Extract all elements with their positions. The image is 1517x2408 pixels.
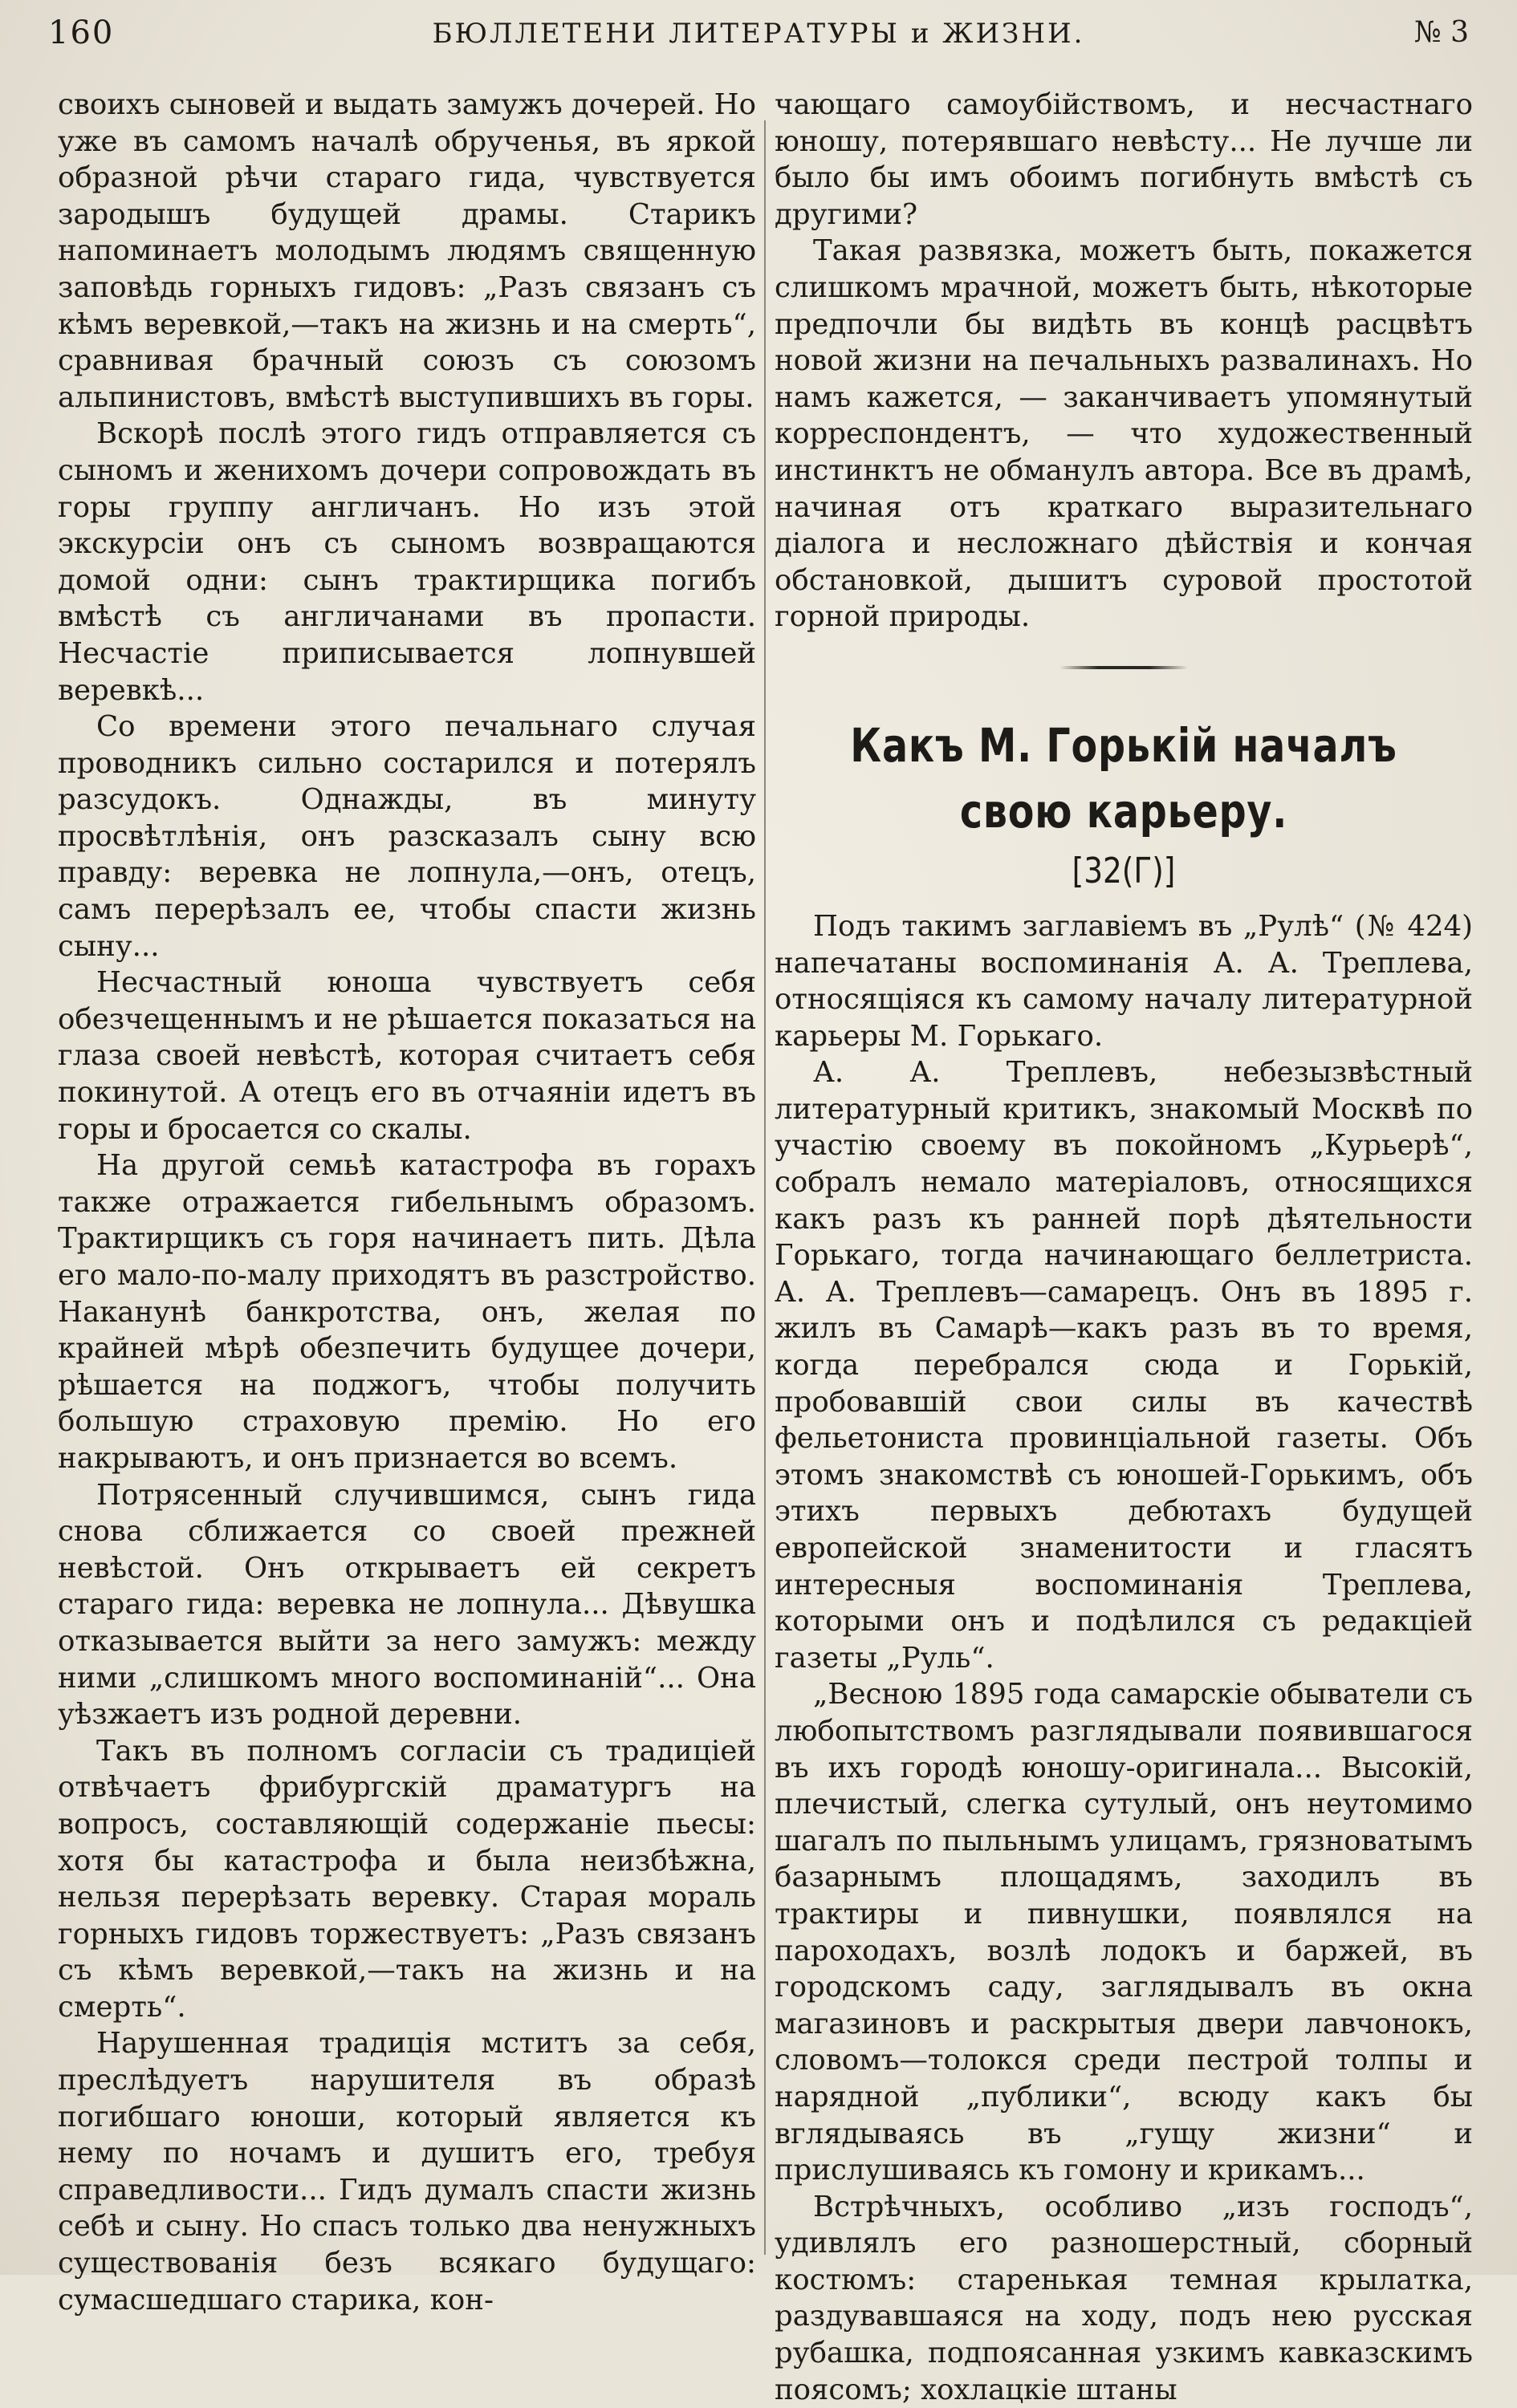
- article-paragraph: „Весною 1895 года самарскіе обыватели съ любопытствомъ разглядывали появившагося въ ихъ городѣ юношу-оригинала... Высокій, плечистый, слегка сутулый, онъ неутомимо шагалъ по пыльнымъ улицамъ, грязноватымъ базарнымъ площадямъ, заходилъ въ трактиры и пивнушки, появлялся на пароходахъ, возлѣ лодокъ и баржей, въ городскомъ саду, заглядывалъ въ окна магазиновъ и раскрытыя двери лавчонокъ, словомъ—толокся среди пестрой толпы и нарядной „публики“, всюду какъ бы вглядываясь въ „гущу жизни“ и прислушиваясь къ гомону и крикамъ...: [775, 1678, 1473, 2187]
- article-paragraph: Встрѣчныхъ, особливо „изъ господъ“, удивлялъ его разношерстный, сборный костюмъ: старенькая темная крылатка, раздувавшаяся на ходу, подъ нею русская рубашка, подпоясанная узкимъ кавказскимъ поясомъ; хохлацкіе штаны: [775, 2190, 1473, 2406]
- running-title: БЮЛЛЕТЕНИ ЛИТЕРАТУРЫ и ЖИЗНИ.: [432, 18, 1085, 50]
- article-title: Какъ М. Горькій началъ свою карьеру.: [850, 717, 1397, 839]
- article-paragraph: Подъ такимъ заглавіемъ въ „Рулѣ“ (№ 424) напечатаны воспоминанія А. А. Треплева, относящіяся къ самому началу литературной карьеры М. Горькаго.: [775, 909, 1473, 1053]
- paragraph: Такъ въ полномъ согласіи съ традиціей отвѣчаетъ фрибургскій драматургъ на вопросъ, составляющій содержаніе пьесы: хотя бы катастрофа и была неизбѣжна, нельзя перерѣзать веревку. Старая мораль горныхъ гидовъ торжествуетъ: „Разъ связанъ съ кѣмъ веревкой,—такъ на жизнь и на смерть“.: [58, 1734, 756, 2024]
- page-number: 160: [48, 14, 115, 51]
- left-column: [58, 87, 756, 2318]
- section-divider: [1059, 666, 1188, 669]
- paragraph: Нарушенная традиція мститъ за себя, преслѣдуетъ нарушителя въ образѣ погибшаго юноши, который является къ нему по ночамъ и душитъ его, требуя справедливости... Гидъ думалъ спасти жизнь себѣ и сыну. Но спасъ только два ненужныхъ существованія безъ всякаго будущаго: сумасшедшаго старика, кон-: [58, 2027, 756, 2317]
- paragraph: чающаго самоубійствомъ, и несчастнаго юношу, потерявшаго невѣсту... Не лучше ли было бы имъ обоимъ погибнуть вмѣстѣ съ другими?: [775, 88, 1473, 231]
- paragraph: Со времени этого печальнаго случая проводникъ сильно состарился и потерялъ разсудокъ. Однажды, въ минуту просвѣтлѣнія, онъ разсказалъ сыну всю правду: веревка не лопнула,—онъ, отецъ, самъ перерѣзалъ ее, чтобы спасти жизнь сыну...: [58, 710, 756, 963]
- right-column: [775, 87, 1473, 2408]
- paragraph: Такая развязка, можетъ быть, покажется слишкомъ мрачной, можетъ быть, нѣкоторые предпочли бы видѣть въ концѣ расцвѣтъ новой жизни на печальныхъ развалинахъ. Но намъ кажется, — заканчиваетъ упомянутый корреспондентъ, — что художественный инстинктъ не обманулъ автора. Все въ драмѣ, начиная отъ краткаго выразительнаго діалога и несложнаго дѣйствія и кончая обстановкой, дышитъ суровой простотой горной природы.: [775, 234, 1473, 634]
- page-header: [48, 8, 1469, 56]
- paragraph: На другой семьѣ катастрофа въ горахъ также отражается гибельнымъ образомъ. Трактирщикъ съ горя начинаетъ пить. Дѣла его мало-по-малу приходятъ въ разстройство. Наканунѣ банкротства, онъ, желая по крайней мѣрѣ обезпечить будущее дочери, рѣшается на поджогъ, чтобы получить большую страховую премію. Но его накрываютъ, и онъ признается во всемъ.: [58, 1149, 756, 1475]
- paragraph: Потрясенный случившимся, сынъ гида снова сближается со своей прежней невѣстой. Онъ открываетъ ей секретъ стараго гида: веревка не лопнула... Дѣвушка отказывается выйти за него замужъ: между ними „слишкомъ много воспоминаній“... Она уѣзжаетъ изъ родной деревни.: [58, 1478, 756, 1732]
- article-code: [32(Г)]: [1072, 850, 1176, 891]
- issue-number: № 3: [1413, 16, 1469, 49]
- paragraph: своихъ сыновей и выдать замужъ дочерей. Но уже въ самомъ началѣ обрученья, въ яркой образной рѣчи стараго гида, чувствуется зародышъ будущей драмы. Старикъ напоминаетъ молодымъ людямъ священную заповѣдь горныхъ гидовъ: „Разъ связанъ съ кѣмъ веревкой,—такъ на жизнь и на смерть“, сравнивая брачный союзъ съ союзомъ альпинистовъ, вмѣстѣ выступившихъ въ горы.: [58, 88, 756, 414]
- paragraph: Вскорѣ послѣ этого гидъ отправляется съ сыномъ и женихомъ дочери сопровождать въ горы группу англичанъ. Но изъ этой экскурсіи онъ съ сыномъ возвращаются домой одни: сынъ трактирщика погибъ вмѣстѣ съ англичанами въ пропасти. Несчастіе приписывается лопнувшей веревкѣ...: [58, 417, 756, 707]
- article-paragraph: А. А. Треплевъ, небезызвѣстный литературный критикъ, знакомый Москвѣ по участію своему въ покойномъ „Курьерѣ“, собралъ немало матеріаловъ, относящихся какъ разъ къ ранней порѣ дѣятельности Горькаго, тогда начинающаго беллетриста. А. А. Треплевъ—самарецъ. Онъ въ 1895 г. жилъ въ Самарѣ—какъ разъ въ то время, когда перебрался сюда и Горькій, пробовавшій свои силы въ качествѣ фельетониста провинціальной газеты. Объ этомъ знакомствѣ съ юношей-Горькимъ, объ этихъ первыхъ дебютахъ будущей европейской знаменитости и гласятъ интересныя воспоминанія Треплева, которыми онъ и подѣлился съ редакціей газеты „Руль“.: [775, 1056, 1473, 1675]
- paragraph: Несчастный юноша чувствуетъ себя обезчещеннымъ и не рѣшается показаться на глаза своей невѣстѣ, которая считаетъ себя покинутой. А отецъ его въ отчаяніи идетъ въ горы и бросается со скалы.: [58, 966, 756, 1146]
- column-rule: [764, 120, 766, 2255]
